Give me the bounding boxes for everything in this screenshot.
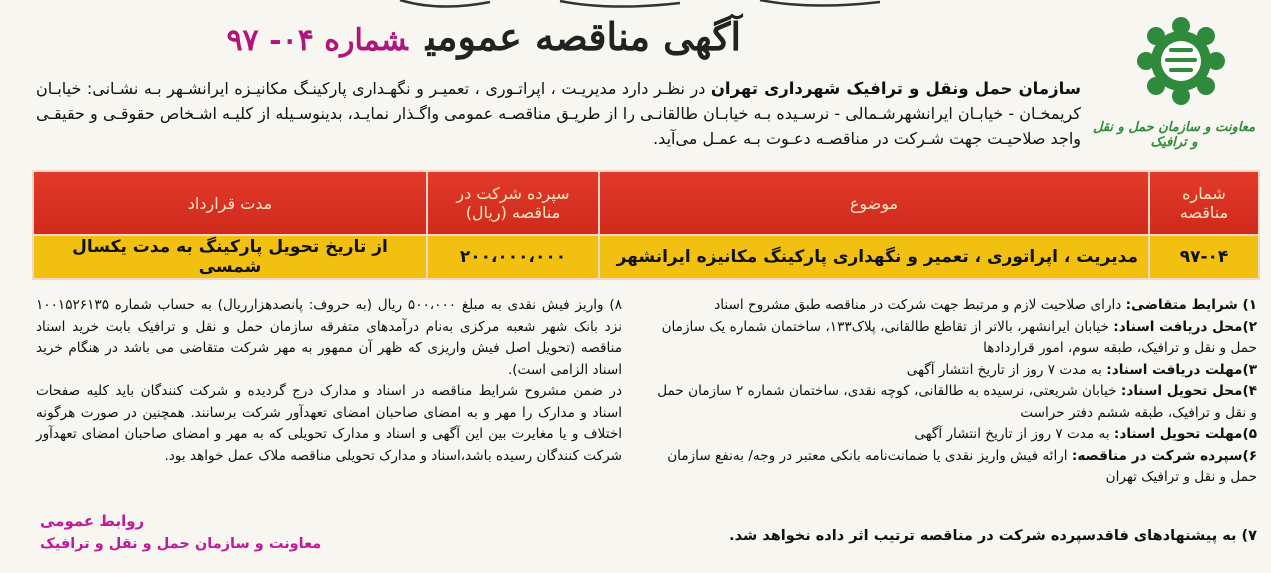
condition-label: ۵)مهلت تحویل اسناد: bbox=[1113, 426, 1257, 442]
signature-block bbox=[40, 512, 400, 552]
condition-label: ۲)محل دریافت اسناد: bbox=[1113, 318, 1257, 335]
condition-item bbox=[657, 360, 1257, 382]
cell-subject: مدیریت ، اپراتوری ، تعمیر و نگهداری پارکینگ مکانیزه ایرانشهر bbox=[599, 235, 1149, 279]
condition-item bbox=[657, 317, 1257, 360]
condition-item bbox=[657, 295, 1257, 317]
condition-label: ۶)سپرده شرکت در مناقصه: bbox=[1071, 447, 1257, 464]
column-header-deposit: سپرده شرکت در مناقصه (ریال) bbox=[427, 171, 599, 235]
signature-department: روابط عمومی bbox=[40, 512, 145, 530]
municipality-emblem-icon bbox=[1129, 16, 1233, 106]
column-header-number: شماره مناقصه bbox=[1149, 171, 1259, 235]
table-row bbox=[33, 235, 1259, 279]
cell-duration: از تاریخ تحویل پارکینگ به مدت یکسال شمسی bbox=[33, 235, 427, 279]
conditions-list-left bbox=[36, 295, 622, 467]
cropped-top-decoration bbox=[380, 0, 900, 10]
condition-text: خیابان ایرانشهر، بالاتر از تقاطع طالقانی، پلاک۱۳۳، ساختمان شماره یک سازمان حمل و نقل و ترافیک، طبقه سوم، امور قراردادها bbox=[661, 318, 1257, 356]
condition-item bbox=[36, 381, 622, 467]
cell-tender-number: ۹۷-۰۴ bbox=[1149, 235, 1259, 279]
condition-item bbox=[657, 381, 1257, 424]
condition-text: به مدت ۷ روز از تاریخ انتشار آگهی bbox=[906, 361, 1107, 378]
logo-caption: معاونت و سازمان حمل و نقل و ترافیک bbox=[1092, 120, 1256, 150]
table-header-row bbox=[33, 171, 1259, 235]
column-header-subject: موضوع bbox=[599, 171, 1149, 235]
condition-text: در ضمن مشروح شرایط مناقصه در اسناد و مدارک درج گردیده و شرکت کنندگان باید کلیه صفحات اسناد و مدارک را مهر و به امضای صاحبان امضای تعهدآور شرکت برسانند. همچنین در صورت هرگونه اختلاف و یا مغایرت بین این آگهی و اسناد و مدارک تحویلی که به مهر و امضای صاحبان امضای تعهدآور شرکت کنندگان رسیده باشد،اسناد و مدارک تحویلی مناقصه ملاک عمل خواهد بود. bbox=[36, 383, 622, 464]
organization-name: سازمان حمل ونقل و ترافیک شهرداری تهران bbox=[710, 79, 1081, 98]
condition-item bbox=[657, 446, 1257, 489]
condition-text: ارائه فیش واریز نقدی یا ضمانت‌نامه بانکی معتبر در وجه/ بەنفع سازمان حمل و نقل و ترافیک تهران bbox=[667, 447, 1257, 485]
column-header-duration: مدت قرارداد bbox=[33, 171, 427, 235]
condition-label: ۴)محل تحویل اسناد: bbox=[1120, 383, 1257, 399]
condition-label: ۱) شرایط متقاضی: bbox=[1125, 297, 1257, 313]
page-title: آگهی مناقصه عمومی bbox=[425, 14, 741, 59]
condition-text: ۸) واریز فیش نقدی به مبلغ ۵۰۰،۰۰۰ ریال (به حروف: پانصدهزارریال) به حساب شماره ۱۰۰۱۵۲۶۱۳۵ نزد بانک شهر شعبه مرکزی به‌نام درآمدهای متفرقه سازمان حمل و نقل و ترافیک بابت خرید اسناد مناقصه (تحویل اصل فیش واریزی که ظهر آن ممهور به مهر شرکت متقاضی می باشد در هنگام خرید اسناد الزامی است). bbox=[36, 297, 622, 378]
condition-text: به مدت ۷ روز از تاریخ انتشار آگهی bbox=[914, 426, 1114, 442]
condition-label: ۳)مهلت دریافت اسناد: bbox=[1106, 361, 1257, 378]
tender-table bbox=[32, 170, 1260, 280]
tender-number: شماره ۰۴- ۹۷ bbox=[226, 23, 408, 58]
signature-organization: معاونت و سازمان حمل و نقل و ترافیک bbox=[40, 536, 322, 552]
intro-paragraph bbox=[36, 76, 1081, 151]
condition-item bbox=[657, 424, 1257, 446]
cell-deposit: ۲۰۰،۰۰۰،۰۰۰ bbox=[427, 235, 599, 279]
condition-no-deposit: ۷) به پیشنهادهای فاقدسپرده شرکت در مناقصه ترتیب اثر داده نخواهد شد. bbox=[729, 528, 1257, 544]
condition-item bbox=[36, 295, 622, 381]
intro-text: در نظـر دارد مدیریـت ، اپراتـوری ، تعمیـر و نگهـداری پارکینـگ مکانیـزه ایرانشـهر بـه نشـانی: خیابـان کریمخـان - خیابـان ایرانشهرشـمالی - نرسـیده بـه خیابـان طالقانـی را از طریـق مناقصـه عمومی واگـذار نمایـد، بدینوسـیله از کلیـه اشـخاص حقوقـی و حقیقـی واجد صلاحیـت جهت شـرکت در مناقصـه دعـوت بـه عمـل می‌آید. bbox=[36, 79, 1081, 148]
conditions-list-right bbox=[657, 295, 1257, 489]
advertisement-heading bbox=[221, 14, 741, 59]
condition-text: خیابان شریعتی، نرسیده به طالقانی، کوچه نقدی، ساختمان شماره ۲ سازمان حمل و نقل و ترافیک، طبقه ششم دفتر حراست bbox=[657, 383, 1257, 421]
condition-text: دارای صلاحیت لازم و مرتبط جهت شرکت در مناقصه طبق مشروح اسناد bbox=[714, 297, 1126, 313]
